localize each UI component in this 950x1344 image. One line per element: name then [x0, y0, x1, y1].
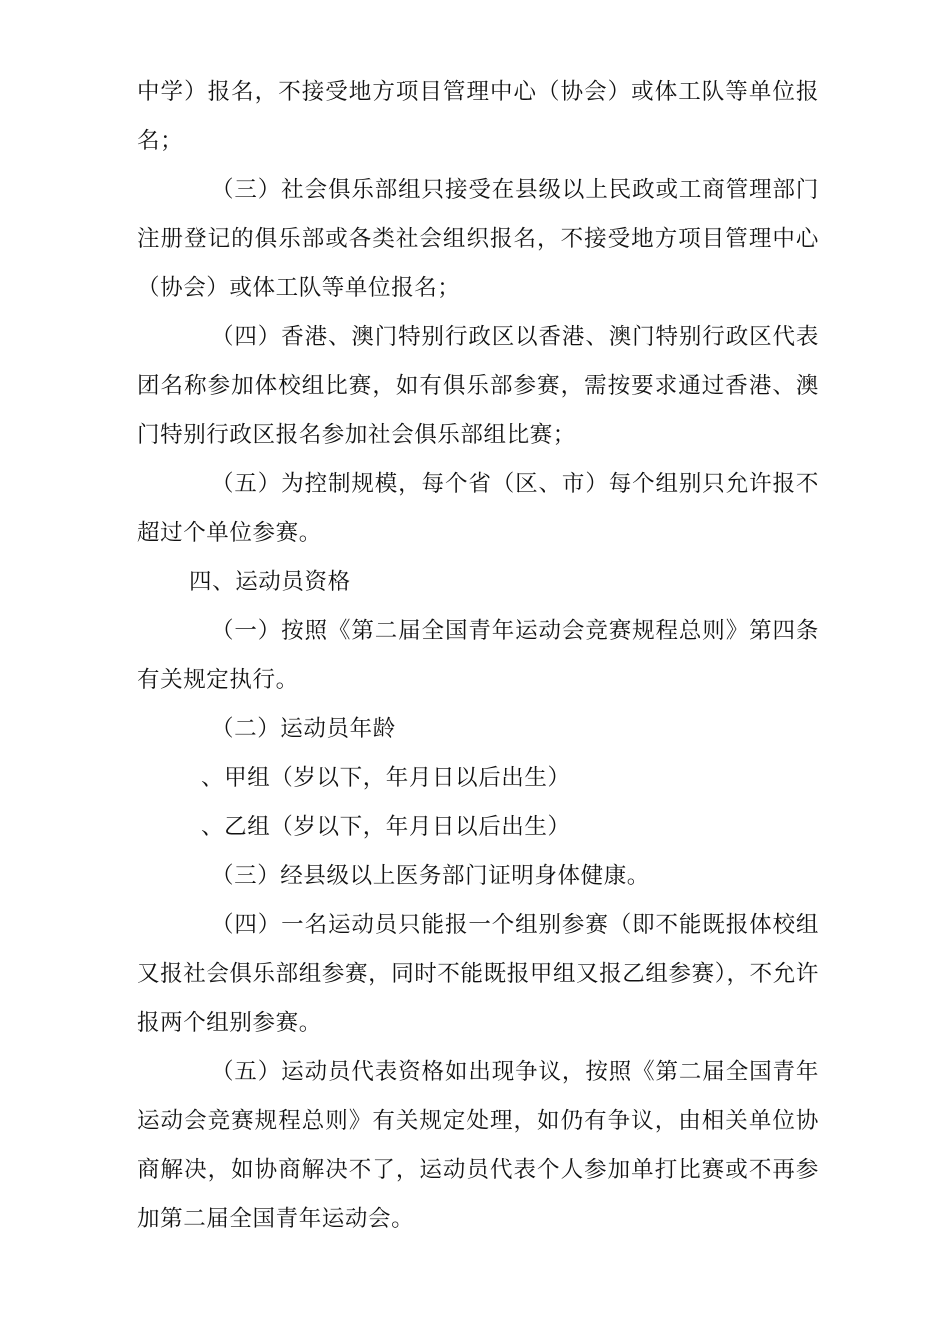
paragraph-clause-5-scale: （五）为控制规模，每个省（区、市）每个组别只允许报不超过个单位参赛。	[137, 471, 819, 546]
paragraph-athlete-clause-1: （一）按照《第二届全国青年运动会竞赛规程总则》第四条有关规定执行。	[137, 618, 819, 693]
list-item-group-b: 、乙组（岁以下，年月日以后出生）	[201, 814, 571, 840]
paragraph-continuation: 中学）报名，不接受地方项目管理中心（协会）或体工队等单位报名；	[137, 79, 819, 154]
paragraph-athlete-clause-2-age: （二）运动员年龄	[211, 716, 396, 742]
paragraph-clause-4-hk-macau: （四）香港、澳门特别行政区以香港、澳门特别行政区代表团名称参加体校组比赛，如有俱乐部参赛，需按要求通过香港、澳门特别行政区报名参加社会俱乐部组比赛；	[137, 324, 819, 448]
paragraph-clause-3-club: （三）社会俱乐部组只接受在县级以上民政或工商管理部门注册登记的俱乐部或各类社会组织报名，不接受地方项目管理中心（协会）或体工队等单位报名；	[137, 177, 819, 301]
document-body	[137, 68, 819, 1244]
paragraph-athlete-clause-5-dispute: （五）运动员代表资格如出现争议，按照《第二届全国青年运动会竞赛规程总则》有关规定处理，如仍有争议，由相关单位协商解决，如协商解决不了，运动员代表个人参加单打比赛或不再参加第二届全国青年运动会。	[137, 1059, 819, 1232]
paragraph-athlete-clause-4-one-group: （四）一名运动员只能报一个组别参赛（即不能既报体校组又报社会俱乐部组参赛，同时不能既报甲组又报乙组参赛），不允许报两个组别参赛。	[137, 912, 819, 1036]
list-item-group-a: 、甲组（岁以下，年月日以后出生）	[201, 765, 571, 791]
section-heading-athlete-qualification: 四、运动员资格	[189, 569, 351, 595]
paragraph-athlete-clause-3-health: （三）经县级以上医务部门证明身体健康。	[211, 863, 650, 889]
